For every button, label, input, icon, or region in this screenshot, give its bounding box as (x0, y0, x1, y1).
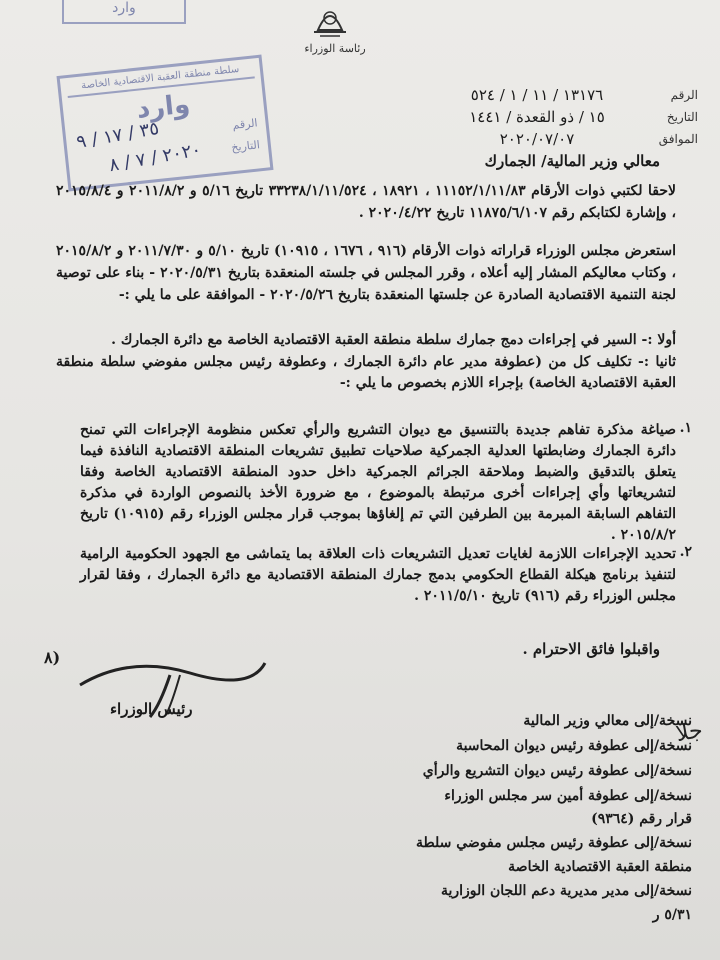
copy-line: نسخة/إلى عطوفة رئيس ديوان التشريع والرأي (422, 763, 692, 779)
ref-value: ١٣١٧٦ / ١١ / ١ / ٥٢٤ (470, 86, 604, 104)
item1-text: صياغة مذكرة تفاهم جديدة بالتنسيق مع ديوان التشريع والرأي تعكس منظومة الإجراءات التي تمنح دائرة الجمارك وضابطتها العدلية الجمركية صلاحيات تطبيق تشريعات المنطقة الاقتصادية النافذة فيما يتعلق بالتدقيق والضبط وملاحقة الجرائم الجمركية داخل حدود المنطقة الاقتصادية الخاصة وفقا لتشريعاتها وأي إجراءات أخرى مرتبطة بالموضوع ، مع ضرورة الأخذ بالنصوص الواردة في مذكرة التفاهم السابقة المبرمة بين الطرفين التي تم إلغاؤها بموجب قرار مجلس الوزراء رقم (١٠٩١٥) تاريخ ٢٠١٥/٨/٢ . (80, 422, 676, 543)
greg-value: ٢٠٢٠/٠٧/٠٧ (499, 130, 575, 148)
stamp-no-label: الرقم (231, 116, 259, 132)
item2-text: تحديد الإجراءات اللازمة لغايات تعديل التشريعات ذات العلاقة بما يتماشى مع الجهود الحكومية الرامية لتنفيذ برنامج هيكلة القطاع الحكومي بدمج جمارك المنطقة الاقتصادية مع دائرة الجمارك ، وفقا لقرار مجلس الوزراء رقم (٩١٦) تاريخ ٢٠١١/٥/١٠ . (80, 546, 676, 604)
paragraph-reference: لاحقا لكتبي ذوات الأرقام ١١١٥٢/١/١١/٨٣ ، ١٨٩٢١ ، ٣٣٢٣٨/١/١١/٥٢٤ تاريخ ٥/١٦ و ٢٠١١/٨/٢ و ٢٠١٥/٨/٤ ، وإشارة لكتابكم رقم ١١٨٧٥/٦/١٠٧ تاريخ ٢٠٢٠/٤/٢٢ . (56, 183, 676, 221)
stamp-handwritten-date: ٢٠٢٠ / ٧ / ٨ (107, 139, 203, 177)
copy-line: منطقة العقبة الاقتصادية الخاصة (508, 859, 692, 875)
item2-number: ٢. (679, 544, 692, 560)
margin-note: جلا (674, 717, 705, 748)
closing: واقبلوا فائق الاحترام . (522, 640, 660, 658)
copy-line: نسخة/إلى عطوفة رئيس مجلس مفوضي سلطة (416, 835, 692, 851)
stamp-handwritten-number: ٣٥ / ١٧ / ٩ (74, 117, 161, 154)
corner-stamp: وارد (62, 0, 186, 24)
stamp-main: وارد (135, 89, 192, 125)
stamp-date-label: التاريخ (230, 138, 261, 155)
clause-first: أولا :- السير في إجراءات دمج جمارك سلطة منطقة العقبة الاقتصادية الخاصة مع دائرة الجمارك . (111, 332, 676, 348)
stamp-org: سلطة منطقة العقبة الاقتصادية الخاصة (66, 62, 255, 98)
copy-line: نسخة/إلى مدير مديرية دعم اللجان الوزارية (440, 883, 692, 899)
greg-label: الموافق (658, 132, 698, 146)
department-name: رئاسة الوزراء (304, 42, 366, 55)
signature-mark: (٨ (44, 648, 61, 667)
hijri-label: التاريخ (666, 110, 698, 124)
signature-title: رئيس الوزراء (110, 700, 193, 718)
item1-number: ١. (679, 420, 692, 436)
copy-line: ٥/٣١ ر (652, 907, 692, 923)
copy-line: قرار رقم (٩٣٦٤) (591, 811, 692, 827)
crown-emblem-icon (300, 0, 360, 40)
copy-line: نسخة/إلى معالي وزير المالية (523, 713, 692, 729)
greg-row (428, 128, 698, 150)
incoming-stamp (57, 55, 274, 192)
clause-second: ثانيا :- تكليف كل من (عطوفة مدير عام دائرة الجمارك ، وعطوفة رئيس مجلس مفوضي سلطة منطقة العقبة الاقتصادية الخاصة) بإجراء اللازم بخصوص ما يلي :- (56, 354, 676, 391)
hijri-row (428, 106, 698, 128)
copy-line: نسخة/إلى عطوفة رئيس ديوان المحاسبة (456, 738, 692, 754)
hijri-value: ١٥ / ذو القعدة / ١٤٤١ (469, 108, 605, 126)
reference-block (428, 84, 698, 150)
paragraph-decision: استعرض مجلس الوزراء قراراته ذوات الأرقام (٩١٦ ، ١٦٧٦ ، ١٠٩١٥) تاريخ ٥/١٠ و ٢٠١١/٧/٣٠ و ٢٠١٥/٨/٢ ، وكتاب معاليكم المشار إليه أعلاه ، وقرر المجلس في جلسته المنعقدة بتاريخ ٢٠٢٠/٥/٣١ - بناء على توصية لجنة التنمية الاقتصادية الصادرة عن جلستها المنعقدة بتاريخ ٢٠٢٠/٥/٢٦ - الموافقة على ما يلي :- (56, 243, 676, 303)
ref-label: الرقم (670, 88, 698, 102)
addressee: معالي وزير المالية/ الجمارك (484, 152, 660, 170)
copy-line: نسخة/إلى عطوفة أمين سر مجلس الوزراء (444, 788, 692, 804)
ref-row (428, 84, 698, 106)
